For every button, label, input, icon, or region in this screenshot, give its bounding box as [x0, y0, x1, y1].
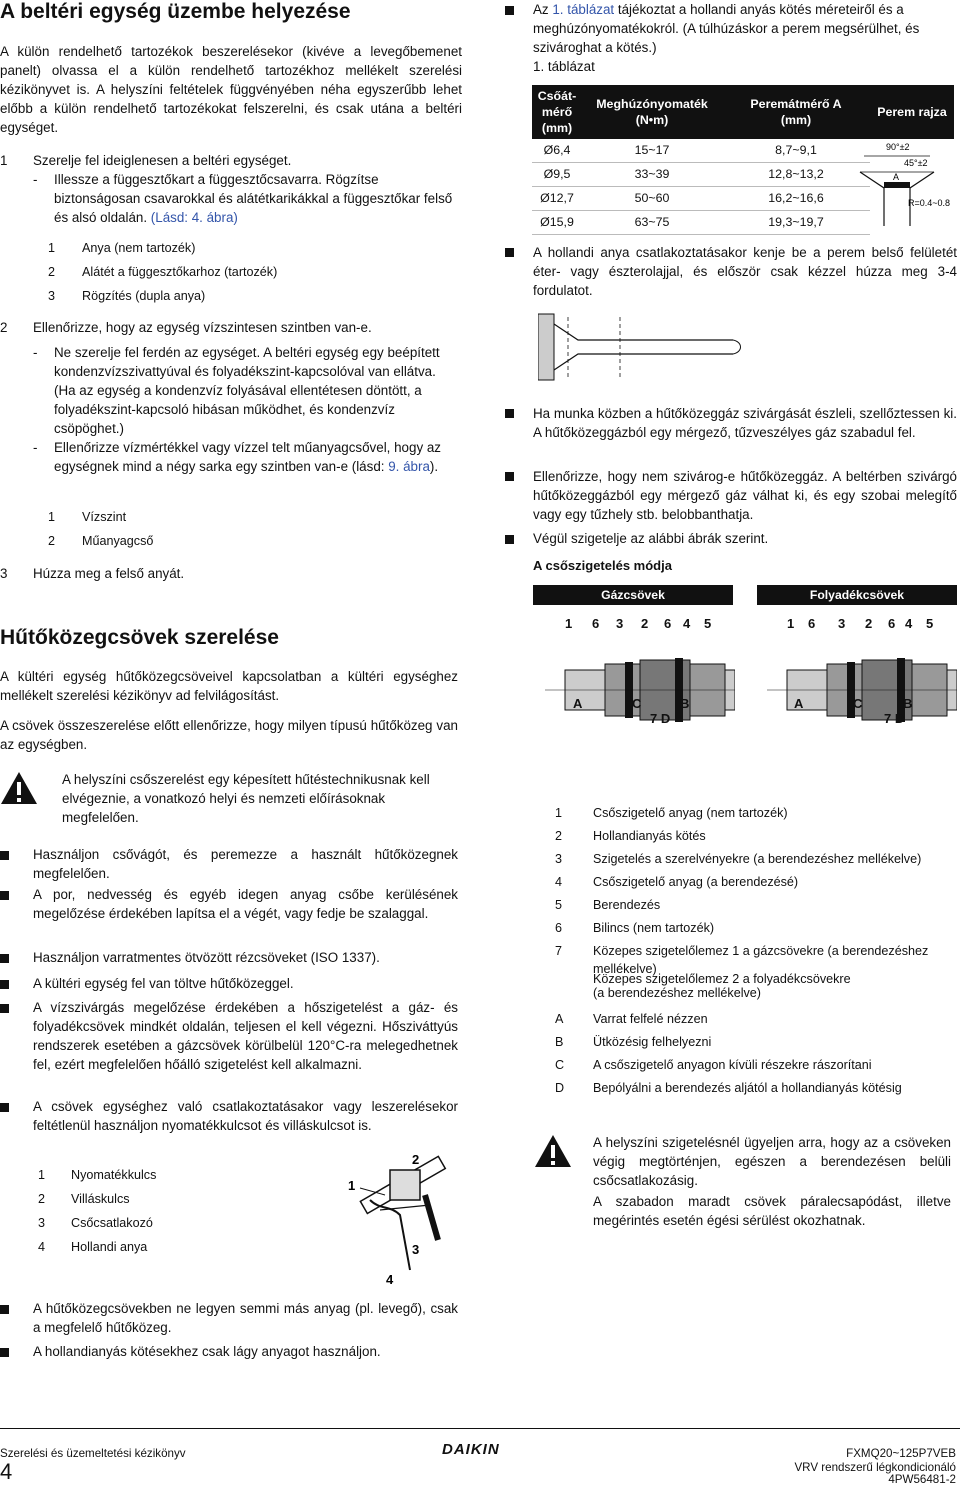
list-item: Rögzítés (dupla anya) — [82, 289, 206, 303]
bullet-marker — [0, 1348, 9, 1357]
step-text: Húzza meg a felső anyát. — [33, 566, 185, 581]
legend-key: 4 — [555, 875, 563, 889]
legend-key: 1 — [555, 806, 563, 820]
paragraph: Ha munka közben a hűtőközeggáz szivárgását észleli, szellőztessen ki. A hűtőközeggázból egy mérgező, tűzveszélyes gáz szabadul fel. — [533, 406, 957, 440]
figure-link[interactable]: (Lásd: 4. ábra) — [150, 210, 238, 225]
callout-letter: B — [680, 696, 690, 711]
table-header: Csőát- mérő (mm) — [532, 85, 582, 139]
step-number: 3 — [0, 566, 8, 581]
figure-link[interactable]: 9. ábra — [388, 459, 430, 474]
section-title-2: Hűtőközegcsövek szerelése — [0, 626, 279, 649]
legend-key: C — [555, 1058, 565, 1072]
flare-angle-label: 90°±2 — [886, 142, 910, 152]
paragraph: Ellenőrizze, hogy nem szivárog-e hűtőközeggáz. A beltérben szivárgó hűtőközeggázból egy mérgező gáz válhat ki, és egy szobai melegítő vagy egy tűzhely stb. belobbanthatja. — [533, 469, 957, 522]
table-caption: 1. táblázat — [533, 59, 595, 74]
table-cell: 33~39 — [582, 163, 722, 187]
bullet-marker — [505, 409, 514, 418]
wrench-figure — [340, 1150, 460, 1290]
bullet-text: A hűtőközegcsövekben ne legyen semmi más anyag (pl. levegő), csak a megfelelő hűtőközeg. — [33, 1301, 458, 1335]
callout-number: 6 — [888, 616, 896, 631]
list-item: Nyomatékkulcs — [71, 1168, 157, 1182]
legend-value: Bepólyálni a berendezés aljától a hollandianyás kötésig — [593, 1081, 902, 1095]
callout-number: 6 — [664, 616, 672, 631]
step-sub-text: Ne szerelje fel ferdén az egységet. A beltéri egység egy beépített kondenzvízszivattyúval és folyadékszint-kapcsolóval van ellátva. (Ha az egység a kondenzvíz folyásával ellentétesen döntött, a folyadékszint-kapcsoló hibásan működhet, és kondenzvíz csöpöghet.) — [54, 345, 440, 436]
table-cell: Ø6,4 — [532, 139, 582, 163]
callout-number: 1 — [565, 616, 573, 631]
table-cell: 12,8~13,2 — [722, 163, 870, 187]
list-number: 2 — [48, 265, 56, 279]
table-cell: 8,7~9,1 — [722, 139, 870, 163]
warning-icon — [534, 1133, 574, 1173]
table-link[interactable]: 1. táblázat — [552, 2, 615, 17]
table-cell: 50~60 — [582, 187, 722, 211]
dash: - — [33, 172, 38, 187]
paragraph: A hollandi anya csatlakoztatásakor kenje be a perem belső felületét éter- vagy észterolajjal, és először csak kézzel húzza meg 3-4 fordulatot. — [533, 245, 957, 298]
gas-insulation-figure — [545, 630, 735, 730]
warning-icon — [0, 770, 40, 810]
legend-key: 6 — [555, 921, 563, 935]
list-item: Anya (nem tartozék) — [82, 241, 196, 255]
list-number: 1 — [38, 1168, 46, 1182]
footer-model: FXMQ20~125P7VEB — [846, 1447, 956, 1460]
wrench-label: 3 — [412, 1242, 420, 1257]
bullet-marker — [505, 535, 514, 544]
gas-header: Gázcsövek — [533, 585, 733, 605]
legend-value: Ütközésig felhelyezni — [593, 1035, 712, 1049]
legend-value: Közepes szigetelőlemez 2 a folyadékcsövekre — [593, 972, 851, 986]
list-number: 3 — [48, 289, 56, 303]
bullet-text: A kültéri egység fel van töltve hűtőközeggel. — [33, 976, 294, 991]
list-item: Villáskulcs — [71, 1192, 130, 1206]
callout-number: 1 — [787, 616, 795, 631]
bullet-marker — [0, 1103, 9, 1112]
list-number: 3 — [38, 1216, 46, 1230]
table-cell: 16,2~16,6 — [722, 187, 870, 211]
legend-value: Hollandianyás kötés — [593, 829, 706, 843]
legend-key: D — [555, 1081, 565, 1095]
legend-value: A csőszigetelő anyagon kívüli részekre rászorítani — [593, 1058, 872, 1072]
bullet-text: Használjon varratmentes ötvözött rézcsöveket (ISO 1337). — [33, 950, 380, 965]
step-sub-text: Ellenőrizze vízmértékkel vagy vízzel telt műanyagcsővel, hogy az egységnek mind a négy sarka egy szintben van-e (lásd: 9. ábra). — [54, 440, 442, 474]
dash: - — [33, 440, 38, 455]
bullet-text: A vízszivárgás megelőzése érdekében a hőszigetelést a gáz- és folyadékcsövek mindkét oldalán, teljesen el kell végezni. Hősziváttyús rendszerek esetében a gázcsövek körülbelül 120°C-ra melegedhetnek fel, ezért megfelelően hőálló szigetelést kell alkalmazni. — [33, 1000, 458, 1072]
legend-key: 2 — [555, 829, 563, 843]
insulation-title: A csőszigetelés módja — [533, 558, 672, 573]
intro-paragraph: A külön rendelhető tartozékok beszerelésekor (kivéve a levegőbemenet panelt) olvassa el a külön rendelhető tartozékhoz mellékelt szerelési kézikönyvet is. A helyszíni feltételek függvényében néha egyszerűbb lehet előbb a külön rendelhető tartozékokat felszerelni, és csak utána a beltéri egységet. — [0, 44, 462, 135]
callout-number: 4 — [683, 616, 691, 631]
table-header: Peremátmérő A (mm) — [722, 85, 870, 139]
paragraph: A kültéri egység hűtőközegcsöveivel kapcsolatban a kültéri egységhez mellékelt szerelési kézikönyv ad felvilágosítást. — [0, 669, 458, 703]
list-number: 1 — [48, 510, 56, 524]
bullet-text: A csövek egységhez való csatlakoztatásakor vagy leszerelésekor feltétlenül használjon nyomatékkulcsot és villáskulcsot is. — [33, 1099, 458, 1133]
bullet-marker — [0, 1004, 9, 1013]
table-cell: 63~75 — [582, 211, 722, 235]
bullet-marker — [505, 472, 514, 481]
step-number: 2 — [0, 320, 8, 335]
legend-value: Berendezés — [593, 898, 661, 912]
table-cell: Ø12,7 — [532, 187, 582, 211]
callout-number: 2 — [865, 616, 873, 631]
step-sub-text: Illessze a függesztőkart a függesztőcsavarra. Rögzítse biztonságosan csavarokkal és alátétkarikákkal a függesztőkar felső és alsó oldalán. (Lásd: 4. ábra) — [54, 172, 453, 225]
dash: - — [33, 345, 38, 360]
table-header: Meghúzónyomaték (N•m) — [582, 85, 722, 139]
step-number: 1 — [0, 153, 8, 168]
list-item: Csőcsatlakozó — [71, 1216, 153, 1230]
bullet-marker — [0, 1305, 9, 1314]
list-item: Műanyagcső — [82, 534, 154, 548]
flare-a-label: A — [893, 172, 900, 182]
callout-letter: A — [794, 696, 804, 711]
callout-letter: A — [573, 696, 583, 711]
table-cell: 19,3~19,7 — [722, 211, 870, 235]
bullet-marker — [505, 6, 514, 15]
list-item: Vízszint — [82, 510, 127, 524]
paragraph: A csövek összeszerelése előtt ellenőrizze, hogy milyen típusú hűtőközeg van az egységben. — [0, 718, 458, 752]
list-number: 4 — [38, 1240, 46, 1254]
liquid-header: Folyadékcsövek — [757, 585, 957, 605]
brand-logo: DAIKIN — [442, 1441, 500, 1458]
list-number: 2 — [48, 534, 56, 548]
callout-letter: C — [632, 696, 642, 711]
footer-subtitle: VRV rendszerű légkondicionáló — [794, 1461, 956, 1474]
legend-key: B — [555, 1035, 564, 1049]
list-item: Alátét a függesztőkarhoz (tartozék) — [82, 265, 278, 279]
bullet-marker — [0, 980, 9, 989]
list-number: 1 — [48, 241, 56, 255]
legend-value: Csőszigetelő anyag (a berendezésé) — [593, 875, 799, 889]
bullet-text: A hollandianyás kötésekhez csak lágy anyagot használjon. — [33, 1344, 381, 1359]
bullet-text: A por, nedvesség és egyéb idegen anyag csőbe kerülésének megelőzése érdekében lapítsa el a végét, vagy fedje be szalaggal. — [33, 887, 458, 921]
legend-value: (a berendezéshez mellékelve) — [593, 986, 762, 1000]
flare-bevel-label: 45°±2 — [904, 158, 928, 168]
warning-text: A szabadon maradt csövek páralecsapódást, illetve megérintés esetén égési sérülést okozhatnak. — [593, 1194, 951, 1228]
callout-number: 5 — [926, 616, 934, 631]
legend-key: 7 — [555, 944, 563, 958]
wrench-label: 2 — [412, 1152, 420, 1167]
callout-number: 4 — [905, 616, 913, 631]
table-cell: 15~17 — [582, 139, 722, 163]
legend-value: Varrat felfelé nézzen — [593, 1012, 708, 1026]
callout-number: 6 — [592, 616, 600, 631]
list-number: 2 — [38, 1192, 46, 1206]
bullet-text: Használjon csővágót, és peremezze a használt hűtőközegnek megfelelően. — [33, 847, 458, 881]
callout-number: 3 — [616, 616, 624, 631]
list-item: Hollandi anya — [71, 1240, 148, 1254]
legend-value: Szigetelés a szerelvényekre (a berendezéshez mellékelve) — [593, 852, 922, 866]
callout-number: 3 — [838, 616, 846, 631]
wrench-label: 4 — [386, 1272, 394, 1287]
bullet-marker — [505, 248, 514, 257]
footer-rule — [0, 1428, 960, 1429]
legend-value: Bilincs (nem tartozék) — [593, 921, 715, 935]
flare-r-label: R=0.4~0.8 — [908, 198, 951, 208]
warning-text: A helyszíni szigetelésnél ügyeljen arra, hogy az a csöveken végig megtörténjen, egészen a berendezésen belüli csőcsatlakozásig. — [593, 1135, 951, 1188]
legend-key: 5 — [555, 898, 563, 912]
legend-value: Közepes szigetelőlemez 1 a gázcsövekre (a berendezéshez mellékelve) — [593, 944, 929, 976]
paragraph: Az 1. táblázat tájékoztat a hollandi anyás kötés méreteiről és a meghúzónyomatékokról. (A túlhúzáskor a perem megsérülhet, és szivároghat a kötés.) — [533, 2, 920, 55]
callout-letter: 7 D — [884, 711, 905, 726]
table-cell: Ø9,5 — [532, 163, 582, 187]
page-number: 4 — [0, 1459, 13, 1484]
step-text: Ellenőrizze, hogy az egység vízszintesen szintben van-e. — [33, 320, 372, 335]
warning-text: A helyszíni csőszerelést egy képesített hűtéstechnikusnak kell elvégeznie, a vonatkozó helyi és nemzeti előírásoknak megfelelően. — [62, 772, 430, 825]
flare-drawing — [850, 136, 955, 228]
callout-number: 6 — [808, 616, 816, 631]
footer-code: 4PW56481-2 — [888, 1473, 956, 1486]
legend-key: A — [555, 1012, 564, 1026]
section-title: A beltéri egység üzembe helyezése — [0, 0, 351, 23]
pipe-flare-figure — [538, 312, 758, 382]
legend-key: 3 — [555, 852, 563, 866]
liquid-insulation-figure — [767, 630, 957, 730]
footer-manual: Szerelési és üzemeltetési kézikönyv — [0, 1447, 186, 1460]
callout-letter: C — [853, 696, 863, 711]
callout-letter: B — [903, 696, 913, 711]
table-header: Perem rajza — [870, 85, 954, 139]
callout-letter: 7 D — [650, 711, 671, 726]
bullet-marker — [0, 891, 9, 900]
legend-value: Csőszigetelő anyag (nem tartozék) — [593, 806, 788, 820]
callout-number: 2 — [641, 616, 649, 631]
callout-number: 5 — [704, 616, 712, 631]
wrench-label: 1 — [348, 1178, 356, 1193]
bullet-marker — [0, 851, 9, 860]
step-text: Szerelje fel ideiglenesen a beltéri egységet. — [33, 153, 292, 168]
table-cell: Ø15,9 — [532, 211, 582, 235]
paragraph: Végül szigetelje az alábbi ábrák szerint. — [533, 531, 769, 546]
bullet-marker — [0, 954, 9, 963]
